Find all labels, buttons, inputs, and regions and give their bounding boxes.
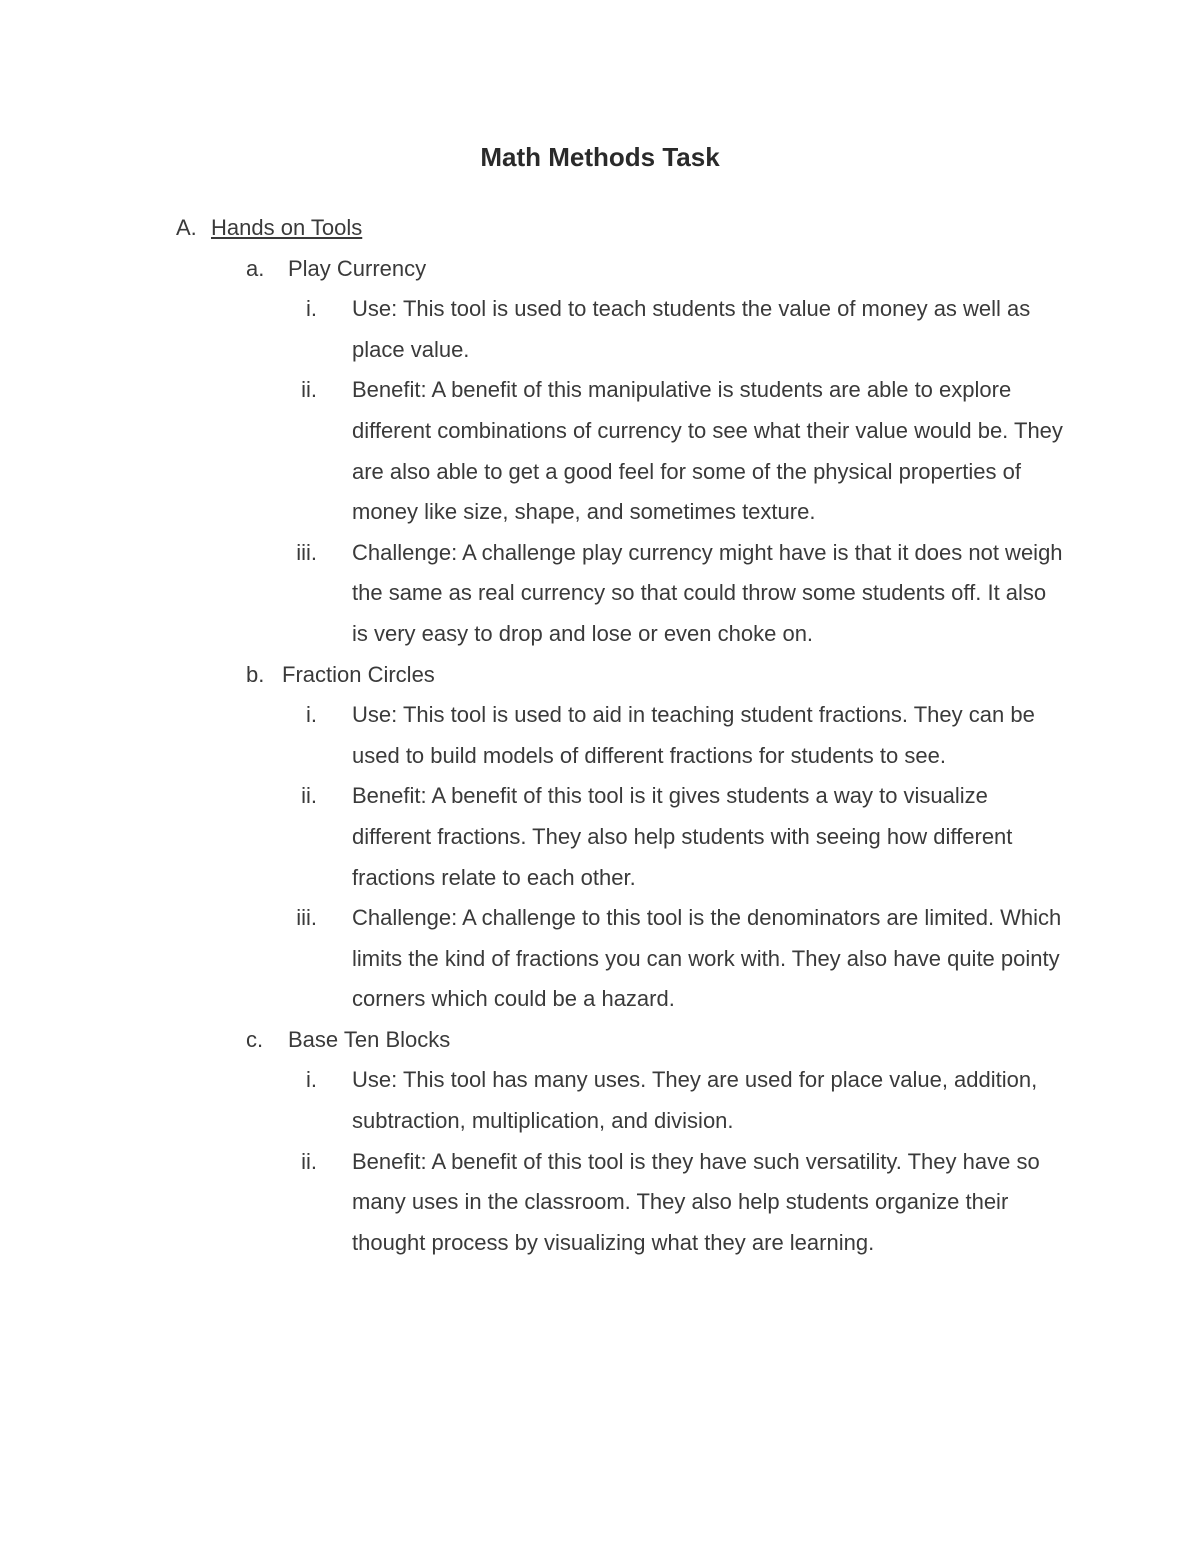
list-item xyxy=(0,370,1200,532)
section-heading: Hands on Tools xyxy=(211,215,363,240)
list-item xyxy=(0,289,1200,370)
item-marker: c. xyxy=(246,1026,264,1052)
list-item xyxy=(0,1060,1200,1141)
point-text: Challenge: A challenge play currency might have is that it does not weigh the same as real currency so that could throw some students off. It also is very easy to drop and lose or even choke on. xyxy=(352,539,1063,646)
list-item xyxy=(0,695,1200,776)
item-fraction-circles xyxy=(0,655,1200,696)
list-item xyxy=(0,1142,1200,1264)
section-a xyxy=(0,208,1200,249)
point-text: Use: This tool is used to teach students the value of money as well as place value. xyxy=(352,296,1031,362)
section-marker: A. xyxy=(176,215,197,240)
list-item xyxy=(0,898,1200,1020)
point-text: Use: This tool is used to aid in teaching student fractions. They can be used to build models of different fractions for students to see. xyxy=(352,702,1035,768)
outline xyxy=(0,208,1200,1263)
point-text: Challenge: A challenge to this tool is the denominators are limited. Which limits the kind of fractions you can work with. They also have quite pointy corners which could be a hazard. xyxy=(352,905,1062,1012)
point-marker: ii. xyxy=(301,377,317,403)
point-marker: iii. xyxy=(296,539,317,565)
point-text: Use: This tool has many uses. They are used for place value, addition, subtraction, multiplication, and division. xyxy=(352,1067,1038,1134)
point-marker: ii. xyxy=(301,1148,317,1174)
item-play-currency xyxy=(0,249,1200,290)
point-text: Benefit: A benefit of this tool is they have such versatility. They have so many uses in the classroom. They also help students organize their thought process by visualizing what they are learning. xyxy=(352,1148,1040,1255)
point-marker: ii. xyxy=(301,783,317,809)
item-label: Base Ten Blocks xyxy=(288,1026,451,1052)
point-marker: i. xyxy=(306,702,317,728)
point-marker: iii. xyxy=(296,905,317,931)
document-title: Math Methods Task xyxy=(480,142,720,172)
item-base-ten-blocks xyxy=(0,1020,1200,1061)
point-text: Benefit: A benefit of this manipulative is students are able to explore different combinations of currency to see what their value would be. They are also able to get a good feel for some of the physical properties of money like size, shape, and sometimes texture. xyxy=(352,377,1063,525)
item-label: Play Currency xyxy=(288,255,427,281)
list-item xyxy=(0,776,1200,898)
item-label: Fraction Circles xyxy=(282,661,435,687)
item-marker: b. xyxy=(246,661,265,687)
item-marker: a. xyxy=(246,255,265,281)
point-marker: i. xyxy=(306,1067,317,1093)
point-marker: i. xyxy=(306,296,317,322)
list-item xyxy=(0,533,1200,655)
point-text: Benefit: A benefit of this tool is it gives students a way to visualize different fractions. They also help students with seeing how different fractions relate to each other. xyxy=(352,783,1013,890)
